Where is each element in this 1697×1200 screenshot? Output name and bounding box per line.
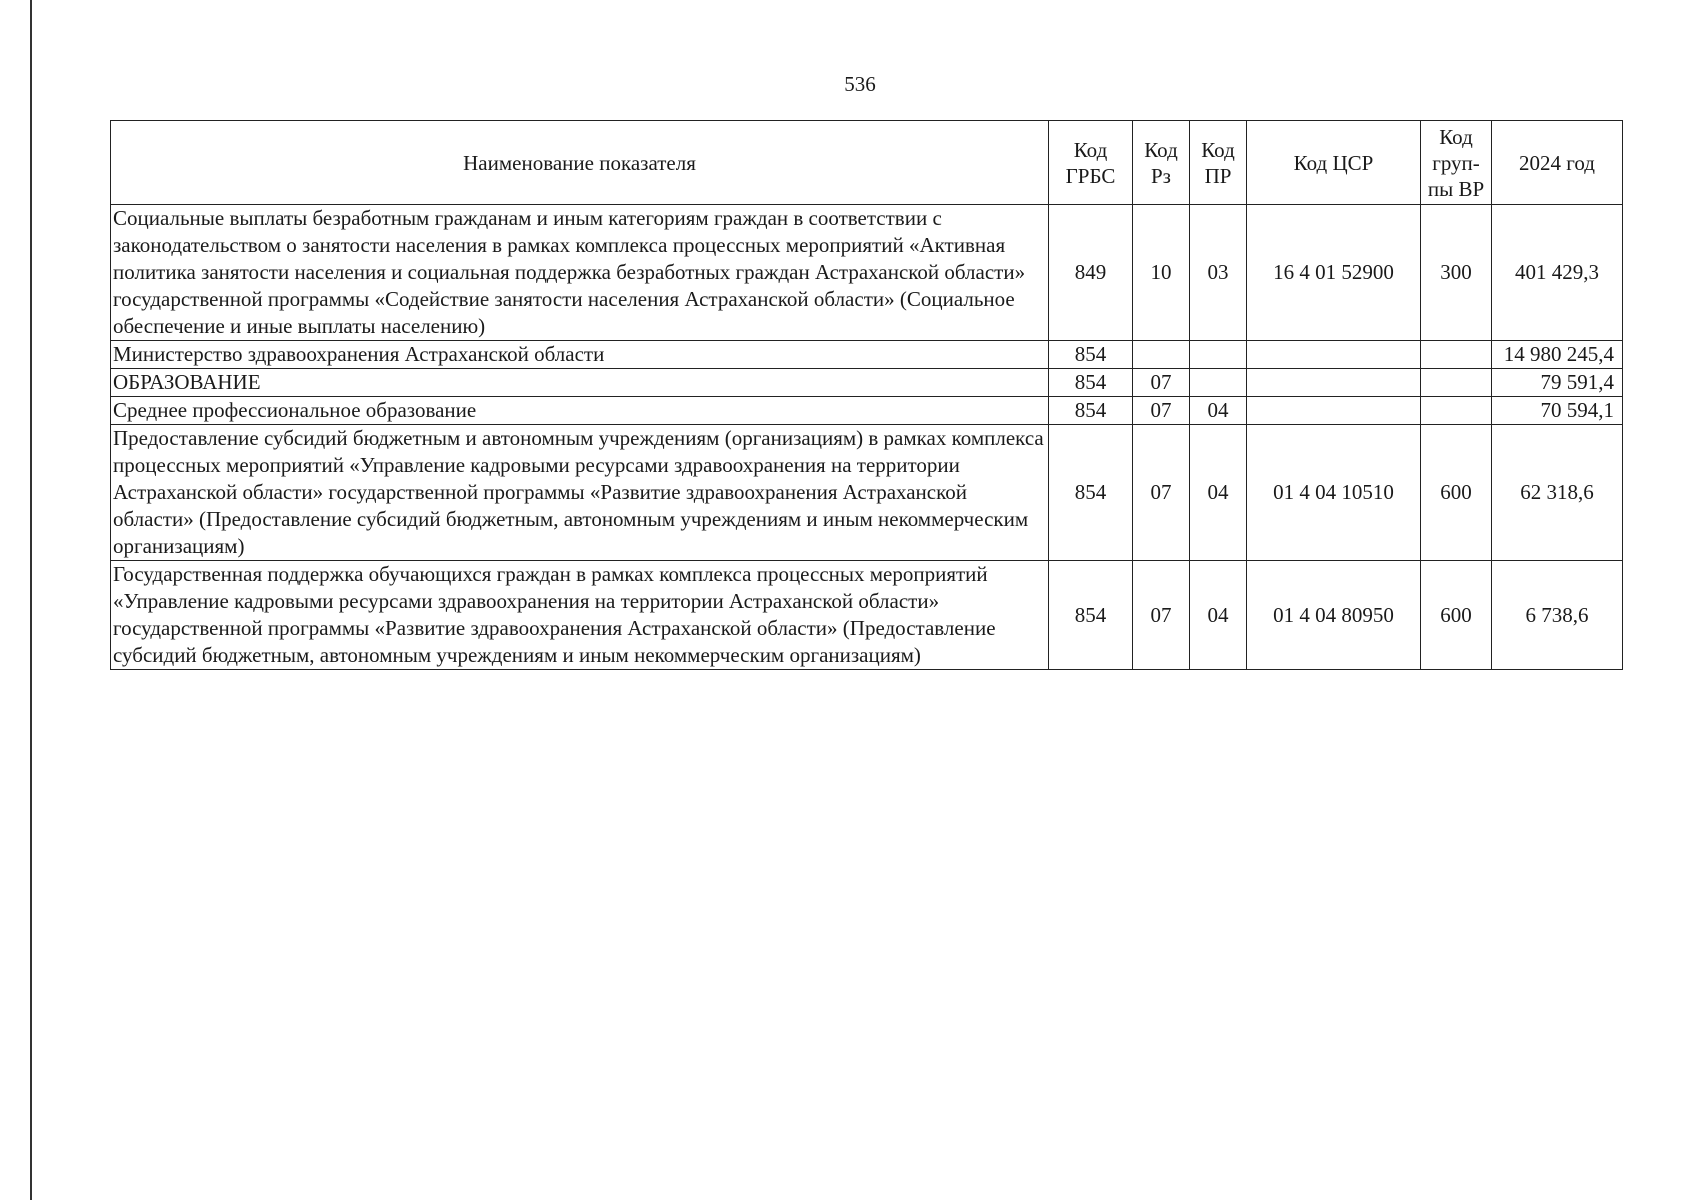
row-amount: 62 318,6 <box>1492 425 1623 561</box>
header-pr: Код ПР <box>1190 121 1247 205</box>
row-rz: 07 <box>1133 561 1190 670</box>
row-name: ОБРАЗОВАНИЕ <box>111 369 1049 397</box>
row-vr <box>1421 369 1492 397</box>
row-csr <box>1247 397 1421 425</box>
header-year: 2024 год <box>1492 121 1623 205</box>
row-csr: 01 4 04 10510 <box>1247 425 1421 561</box>
row-name: Государственная поддержка обучающихся граждан в рамках комплекса процессных мероприятий «Управление кадровыми ресурсами здравоохранения на территории Астраханской области» государственной программы «Развитие здравоохранения Астраханской области» (Предоставление субсидий бюджетным, автономным учреждениям и иным некоммерческим организациям) <box>111 561 1049 670</box>
row-pr <box>1190 341 1247 369</box>
table-row <box>111 425 1623 561</box>
row-grbs: 854 <box>1049 397 1133 425</box>
header-grbs: Код ГРБС <box>1049 121 1133 205</box>
header-rz: Код Рз <box>1133 121 1190 205</box>
header-vr: Код груп-пы ВР <box>1421 121 1492 205</box>
row-name: Предоставление субсидий бюджетным и автономным учреждениям (организациям) в рамках комплекса процессных мероприятий «Управление кадровыми ресурсами здравоохранения на территории Астраханской области» государственной программы «Развитие здравоохранения Астраханской области» (Предоставление субсидий бюджетным, автономным учреждениям и иным некоммерческим организациям) <box>111 425 1049 561</box>
row-grbs: 854 <box>1049 341 1133 369</box>
row-vr <box>1421 341 1492 369</box>
left-margin-line <box>30 0 32 1200</box>
row-amount: 14 980 245,4 <box>1492 341 1623 369</box>
table-row <box>111 205 1623 341</box>
row-pr: 03 <box>1190 205 1247 341</box>
row-rz <box>1133 341 1190 369</box>
row-name: Среднее профессиональное образование <box>111 397 1049 425</box>
table-row <box>111 369 1623 397</box>
row-pr: 04 <box>1190 397 1247 425</box>
row-rz: 07 <box>1133 369 1190 397</box>
row-amount: 70 594,1 <box>1492 397 1623 425</box>
row-vr: 600 <box>1421 425 1492 561</box>
header-name: Наименование показателя <box>111 121 1049 205</box>
row-rz: 07 <box>1133 425 1190 561</box>
row-rz: 10 <box>1133 205 1190 341</box>
table-row <box>111 561 1623 670</box>
row-amount: 79 591,4 <box>1492 369 1623 397</box>
row-vr: 600 <box>1421 561 1492 670</box>
row-csr <box>1247 341 1421 369</box>
header-csr: Код ЦСР <box>1247 121 1421 205</box>
row-grbs: 849 <box>1049 205 1133 341</box>
row-pr <box>1190 369 1247 397</box>
row-grbs: 854 <box>1049 425 1133 561</box>
table-row <box>111 397 1623 425</box>
header-row <box>111 121 1623 205</box>
row-pr: 04 <box>1190 561 1247 670</box>
row-csr <box>1247 369 1421 397</box>
row-vr: 300 <box>1421 205 1492 341</box>
row-csr: 16 4 01 52900 <box>1247 205 1421 341</box>
row-vr <box>1421 397 1492 425</box>
row-name: Социальные выплаты безработным гражданам и иным категориям граждан в соответствии с законодательством о занятости населения в рамках комплекса процессных мероприятий «Активная политика занятости населения и социальная поддержка безработных граждан Астраханской области» государственной программы «Содействие занятости населения Астраханской области» (Социальное обеспечение и иные выплаты населению) <box>111 205 1049 341</box>
table-row <box>111 341 1623 369</box>
row-name: Министерство здравоохранения Астраханской области <box>111 341 1049 369</box>
row-grbs: 854 <box>1049 561 1133 670</box>
budget-table <box>110 120 1623 670</box>
page-number: 536 <box>844 72 876 96</box>
row-csr: 01 4 04 80950 <box>1247 561 1421 670</box>
row-rz: 07 <box>1133 397 1190 425</box>
row-amount: 401 429,3 <box>1492 205 1623 341</box>
row-amount: 6 738,6 <box>1492 561 1623 670</box>
row-grbs: 854 <box>1049 369 1133 397</box>
row-pr: 04 <box>1190 425 1247 561</box>
